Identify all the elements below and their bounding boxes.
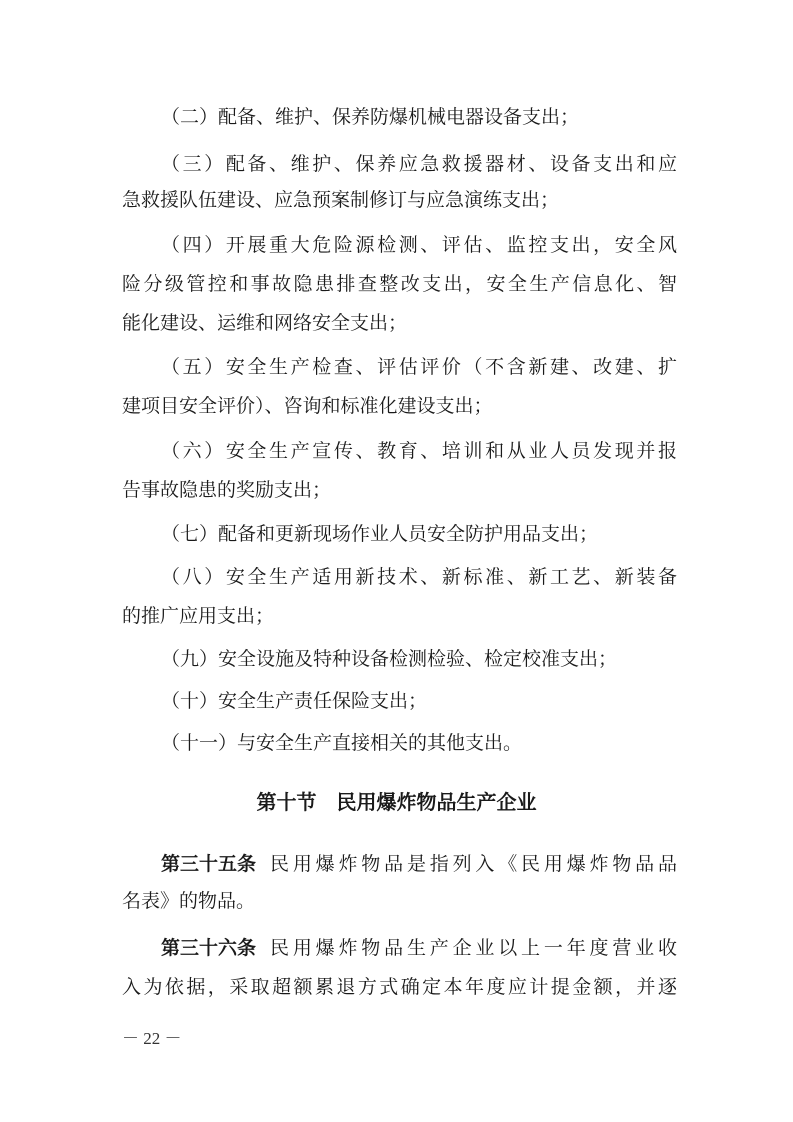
section-heading: 第十节 民用爆炸物品生产企业 — [256, 790, 537, 814]
item-8-line-1: （八）安全生产适用新技术、新标准、新工艺、新装备 — [161, 566, 677, 588]
article-36-line-1 — [161, 934, 677, 962]
item-6-line-1: （六）安全生产宣传、教育、培训和从业人员发现并报 — [161, 440, 677, 462]
item-6-line-2: 告事故隐患的奖励支出； — [122, 479, 332, 501]
article-36-text: 民用爆炸物品生产企业以上一年度营业收 — [270, 937, 677, 959]
item-11-line-1: （十一）与安全生产直接相关的其他支出。 — [161, 732, 523, 754]
item-2-line-1: （二）配备、维护、保养防爆机械电器设备支出； — [161, 106, 580, 128]
item-4-line-2: 险分级管控和事故隐患排查整改支出，安全生产信息化、智 — [122, 273, 677, 295]
item-3-line-2: 急救援队伍建设、应急预案制修订与应急演练支出； — [122, 189, 560, 211]
item-10-line-1: （十）安全生产责任保险支出； — [161, 690, 428, 712]
item-7-line-1: （七）配备和更新现场作业人员安全防护用品支出； — [161, 523, 599, 545]
item-5-line-1: （五）安全生产检查、评估评价（不含新建、改建、扩 — [161, 356, 677, 378]
item-9-line-1: （九）安全设施及特种设备检测检验、检定校准支出； — [161, 648, 618, 670]
item-5-line-2: 建项目安全评价）、咨询和标准化建设支出； — [122, 395, 493, 417]
article-36-line-2: 入为依据，采取超额累退方式确定本年度应计提金额，并逐 — [122, 976, 677, 998]
article-35-text: 民用爆炸物品是指列入《民用爆炸物品品 — [270, 853, 677, 875]
item-3-line-1: （三）配备、维护、保养应急救援器材、设备支出和应 — [161, 153, 677, 175]
article-35-label: 第三十五条 — [161, 853, 257, 875]
item-4-line-3: 能化建设、运维和网络安全支出； — [122, 312, 408, 334]
article-36-label: 第三十六条 — [161, 937, 257, 959]
item-4-line-1: （四）开展重大危险源检测、评估、监控支出，安全风 — [161, 234, 677, 256]
article-35-line-2: 名表》的物品。 — [122, 890, 256, 912]
page-number: － 22 － — [122, 1029, 182, 1048]
item-8-line-2: 的推广应用支出； — [122, 605, 275, 627]
article-35-line-1 — [161, 850, 677, 878]
